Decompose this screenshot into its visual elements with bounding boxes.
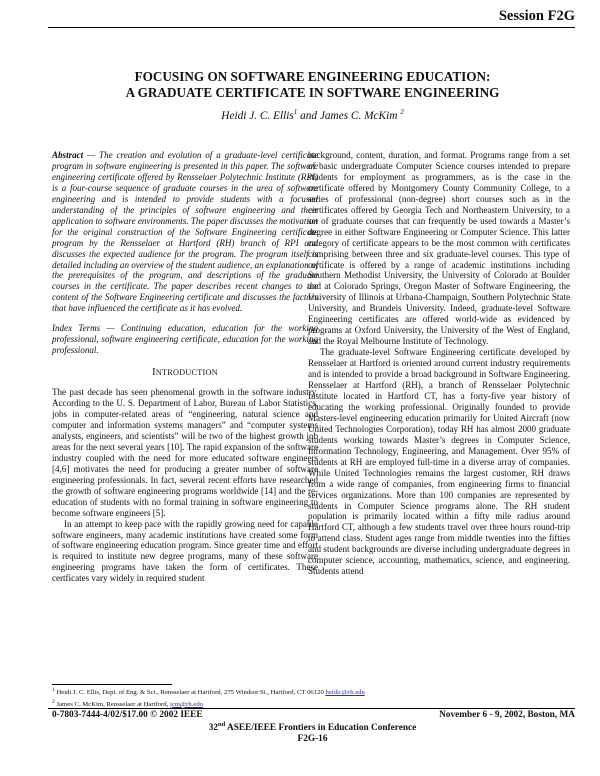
author-line (50, 108, 575, 122)
footnote-rule (52, 684, 172, 685)
body-paragraph-continued: background, content, duration, and format. Programs range from a set of basic undergraduate Computer Science courses intended to prepare students for employment as programmers, as is the case in the certificate offered by Montgomery County Community College, to a series of professional (non-degree) short courses such as in the certificates offered by Georgia Tech and Northeastern University, to a set of graduate courses that can frequently be used towards a Master’s degree in either Software Engineering or Computer Science. This latter category of certificate appears to be the most common with certificates comprising between three and six graduate-level courses. This type of certificate is offered by a range of academic institutions including Southern Methodist University, the University of Colorado at Boulder and at Colorado Springs, Oregon Master of Software Engineering, the University of Illinois at Urbana-Champaign, Southern Polytechnic State University, and Brandeis University. Indeed, graduate-level Software Engineering certificates are offered world-wide as evidenced by programs at Oxford University, the University of the West of England, and the Royal Melbourne Institute of Technology. (308, 150, 570, 347)
intro-paragraph-1: The past decade has seen phenomenal growth in the software industry. According to the U. S. Department of Labor, Bureau of Labor Statistics, jobs in computer-related areas of “engineering, natural science and computer and information systems managers” and “computer systems analysts, engineers, and scientists” will be two of the highest growth job areas for the next several years [10]. The rapid expansion of the software industry coupled with the need for more educated software engineers [4,6] motivates the need for producing a greater number of software engineering professionals. In fact, several recent efforts have researched the growth of software engineering programs worldwide [14] and the re-education of students with no formal training in software engineering to become software engineers [5]. (52, 387, 318, 518)
footnote-1: $^1$ Heidi J. C. Ellis, Dept. of Eng. & Sci., Rensselaer at Hartford, 275 Windsor St., Hartford, CT 06120 heidic@rh.edu (52, 687, 365, 697)
footer-rule (48, 708, 575, 709)
abstract-label: Abstract (52, 150, 84, 160)
paper-title (50, 69, 575, 101)
footnote-2: $^2$ James C. McKim, Rensselaer at Hartford, jcm@rh.edu (52, 698, 204, 708)
left-column (52, 150, 318, 584)
footnotes (52, 686, 365, 709)
author-2: James C. McKim (319, 109, 398, 122)
index-terms: Index Terms — Continuing education, education for the working professional, software engineering certificate, education for the working professional. (52, 323, 318, 356)
footer-isbn: 0-7803-7444-4/02/$17.00 © 2002 IEEE (52, 710, 203, 720)
footnote-2-email-link[interactable]: jcm@rh.edu (169, 700, 204, 708)
section-heading-introduction: INTRODUCTION (152, 367, 218, 379)
author-separator: and (297, 109, 320, 122)
author-1: Heidi J. C. Ellis (221, 109, 294, 122)
abstract (52, 150, 318, 314)
page-number: F2G-16 (297, 734, 328, 744)
title-line-1: FOCUSING ON SOFTWARE ENGINEERING EDUCATION: (134, 69, 491, 84)
header-rule (48, 27, 575, 28)
body-paragraph-rh: The graduate-level Software Engineering certificate developed by Rensselaer at Hartford is oriented around current industry requirements and is intended to provide a broad background in Software Engineering. Rensselaer at Hartford (RH), a branch of Rensselaer Polytechnic Institute located in Hartford CT, has a forty-five year history of educating the working professional. Originally founded to provide Masters-level engineering education primarily for United Aircraft (now United Technologies Corporation), today RH has almost 2000 graduate students working towards Master’s degrees in Computer Science, Information Technology, Engineering, and Management. Over 95% of students at RH are employed full-time in a diverse array of companies. While United Technologies remains the largest customer, RH draws from a wide range of companies, from engineering firms to financial services organizations. More than 100 companies are represented by students in Computer Science programs alone. The RH student population is primarily located within a fifty mile radius around Hartford CT, although a few students travel over three hours round-trip to attend class. Student ages range from middle twenties into the fifties and student backgrounds are diverse including undergraduate degrees in computer science, accounting, mathematics, science, and engineering. Students attend (308, 347, 570, 577)
abstract-text: — The creation and evolution of a graduate-level certificate program in software engineering is presented in this paper. The software engineering certificate offered by Rensselaer Polytechnic Institute (RPI) is a four-course sequence of graduate courses in the area of software engineering and is intended to provide students with a focused understanding of the principles of software engineering and their application to software environments. The paper discusses the motivation for the original construction of the Software Engineering certificate program by the Rensselaer at Hartford (RH) branch of RPI and discusses the expected audience for the program. The program itself is detailed including an overview of the student audience, an explanation of the prerequisites of the program, and descriptions of the graduate courses in the certificate. The paper describes recent changes to the content of the Software Engineering certificate and discusses the factors that have influenced the certificate as it has evolved. (52, 150, 318, 314)
author-1-footnote-mark: 1 (293, 108, 298, 116)
author-2-footnote-mark: 2 (400, 108, 404, 116)
footnote-1-email-link[interactable]: heidic@rh.edu (325, 689, 365, 697)
footer-conference: 32nd ASEE/IEEE Frontiers in Education Conference (208, 721, 417, 734)
title-line-2: A GRADUATE CERTIFICATE IN SOFTWARE ENGINEERING (125, 85, 500, 100)
session-label: Session F2G (498, 8, 575, 24)
intro-paragraph-2: In an attempt to keep pace with the rapidly growing need for capable software engineers, many academic institutions have created some form of software engineering education program. Since greater time and effort is required to institute new degree programs, many of these software engineering programs have taken the form of certificates. These certficates vary widely in required student (52, 518, 318, 584)
right-column (308, 150, 570, 577)
footer-date: November 6 - 9, 2002, Boston, MA (439, 710, 575, 720)
